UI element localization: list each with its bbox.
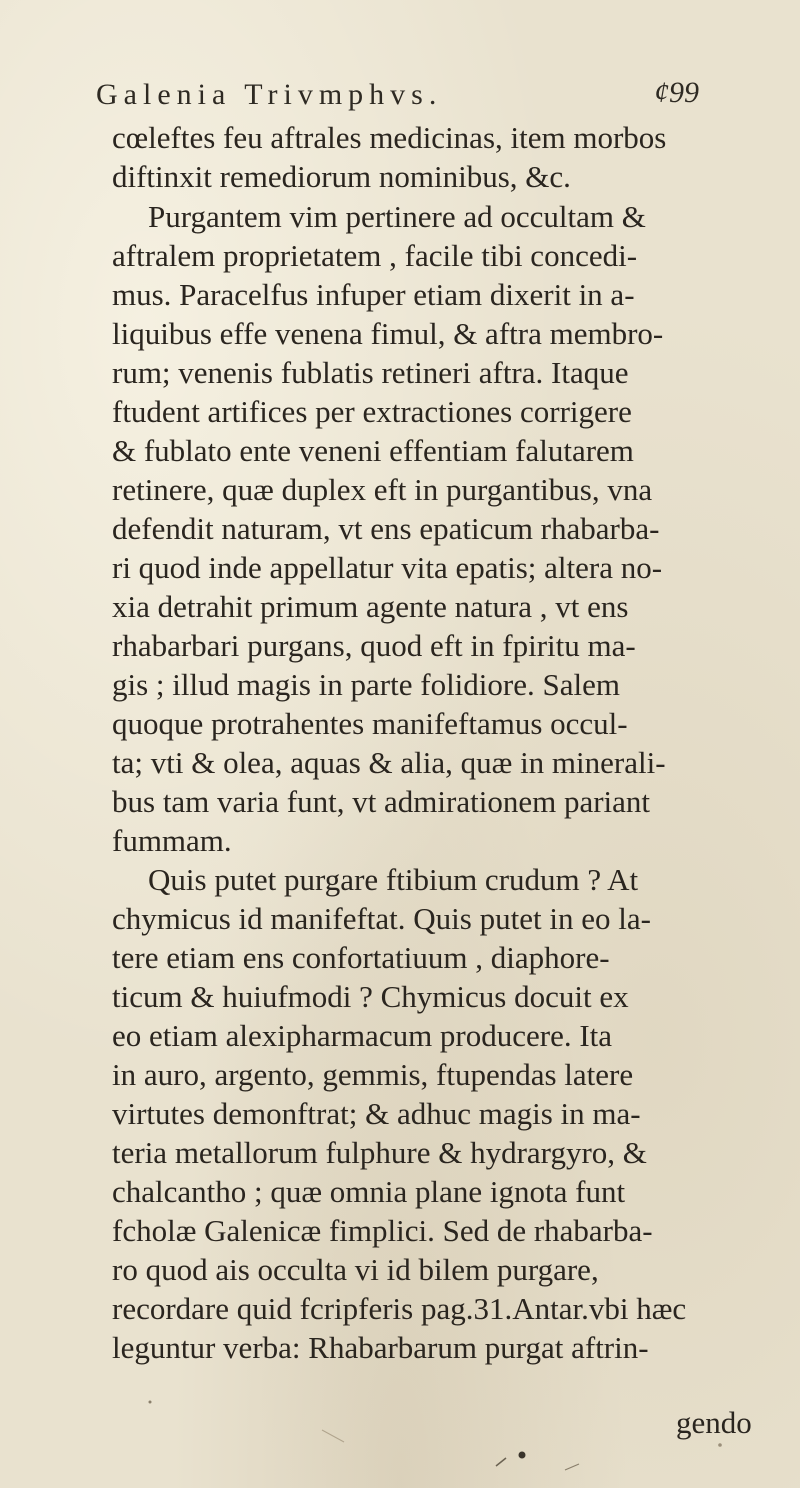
text-line: aftralem proprietatem , facile tibi concedi-	[112, 238, 638, 273]
text-line: Quis putet purgare ftibium crudum ? At	[148, 862, 639, 897]
running-head: Galenia Trivmphvs.	[96, 78, 443, 111]
text-line: rhabarbari purgans, quod eft in fpiritu ma-	[112, 628, 636, 663]
text-line: cœleftes feu aftrales medicinas, item morbos	[112, 120, 667, 155]
text-line: eo etiam alexipharmacum producere. Ita	[112, 1018, 613, 1053]
text-line: quoque protrahentes manifeftamus occul-	[112, 706, 628, 741]
text-line: retinere, quæ duplex eft in purgantibus, vna	[112, 472, 653, 507]
text-line: ro quod ais occulta vi id bilem purgare,	[112, 1252, 599, 1287]
text-line: chymicus id manifeftat. Quis putet in eo la-	[112, 901, 651, 936]
text-line: ta; vti & olea, aquas & alia, quæ in minerali-	[112, 745, 666, 780]
text-line: ri quod inde appellatur vita epatis; altera no-	[112, 550, 663, 585]
text-line: gis ; illud magis in parte folidiore. Salem	[112, 667, 620, 702]
text-line: fummam.	[112, 823, 232, 858]
text-line: & fublato ente veneni effentiam falutarem	[112, 433, 634, 468]
text-line: fcholæ Galenicæ fimplici. Sed de rhabarba-	[112, 1213, 653, 1248]
text-line: tere etiam ens confortatiuum , diaphore-	[112, 940, 610, 975]
text-line: Purgantem vim pertinere ad occultam &	[148, 199, 646, 234]
text-line: in auro, argento, gemmis, ftupendas latere	[112, 1057, 634, 1092]
page-number: ¢99	[654, 76, 699, 109]
text-line: ticum & huiufmodi ? Chymicus docuit ex	[112, 979, 629, 1014]
text-line: ftudent artifices per extractiones corrigere	[112, 394, 632, 429]
text-line: xia detrahit primum agente natura , vt ens	[112, 589, 629, 624]
text-line: mus. Paracelfus infuper etiam dixerit in a-	[112, 277, 635, 312]
text-line: recordare quid fcripferis pag.31.Antar.vbi hæc	[112, 1291, 687, 1326]
text-line: teria metallorum fulphure & hydrargyro, &	[112, 1135, 647, 1170]
text-line: liquibus effe venena fimul, & aftra membro-	[112, 316, 664, 351]
text-line: diftinxit remediorum nominibus, &c.	[112, 159, 571, 194]
catchword: gendo	[676, 1405, 752, 1440]
text-line: leguntur verba: Rhabarbarum purgat aftrin-	[112, 1330, 649, 1365]
text-line: bus tam varia funt, vt admirationem pariant	[112, 784, 651, 819]
text-line: virtutes demonftrat; & adhuc magis in ma-	[112, 1096, 641, 1131]
text-line: chalcantho ; quæ omnia plane ignota funt	[112, 1174, 626, 1209]
text-line: rum; venenis fublatis retineri aftra. Itaque	[112, 355, 629, 390]
text-line: defendit naturam, vt ens epaticum rhabarba-	[112, 511, 660, 546]
